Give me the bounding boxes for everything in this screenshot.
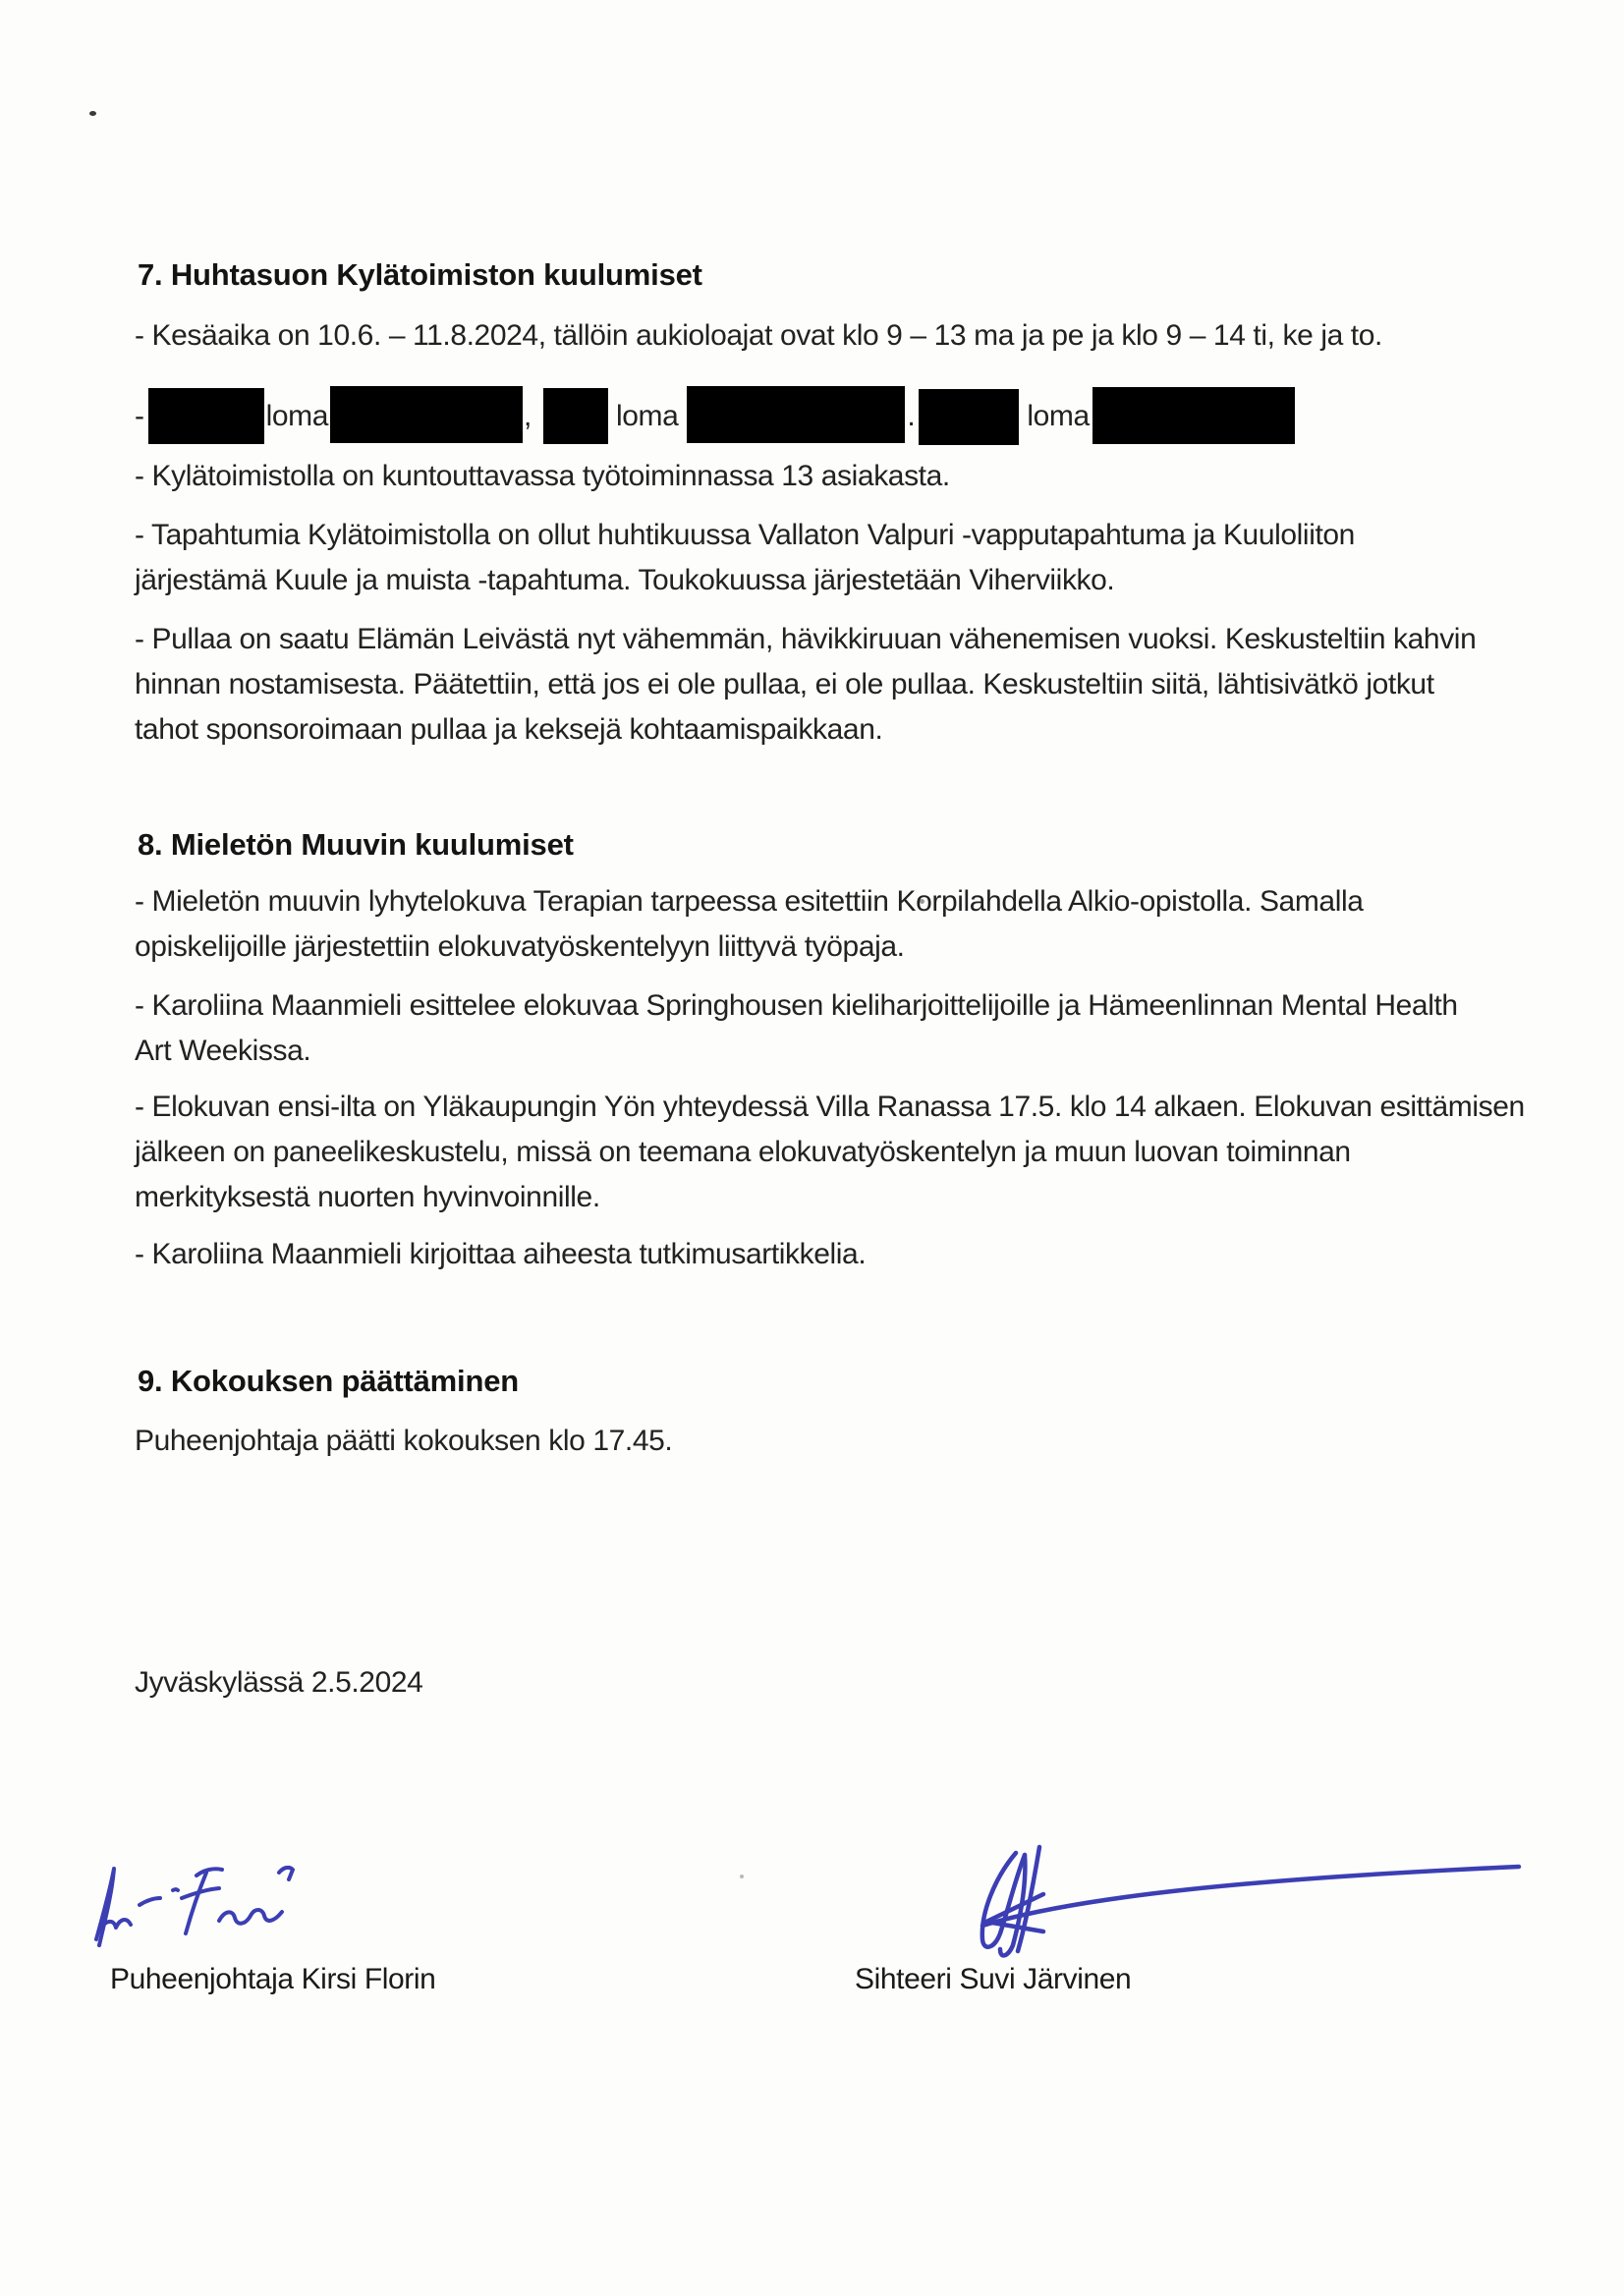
redaction-box: [543, 388, 608, 444]
body-line: - Karoliina Maanmieli esittelee elokuvaa Springhousen kieliharjoittelijoille ja Hämeenlinnan Mental Health: [135, 989, 1458, 1022]
redaction-box: [1092, 387, 1295, 444]
scan-speck: [740, 1875, 744, 1878]
section-9-heading: 9. Kokouksen päättäminen: [138, 1364, 519, 1398]
redaction-word: loma: [1027, 400, 1090, 432]
body-line: - Pullaa on saatu Elämän Leivästä nyt vähemmän, hävikkiruuan vähenemisen vuoksi. Keskusteltiin kahvin: [135, 623, 1477, 655]
redaction-box: [330, 386, 523, 443]
body-line: opiskelijoille järjestettiin elokuvatyöskentelyyn liittyvä työpaja.: [135, 930, 905, 963]
body-line: - Mieletön muuvin lyhytelokuva Terapian tarpeessa esitettiin Korpilahdella Alkio-opistolla. Samalla: [135, 885, 1364, 918]
redaction-word: loma: [615, 400, 679, 432]
signer-label-right: Sihteeri Suvi Järvinen: [855, 1963, 1132, 1995]
body-line: - Kylätoimistolla on kuntouttavassa työtoiminnassa 13 asiakasta.: [135, 460, 950, 492]
redaction-separator: ,: [524, 400, 532, 432]
body-line: tahot sponsoroimaan pullaa ja keksejä kohtaamispaikkaan.: [135, 713, 883, 746]
body-line: jälkeen on paneelikeskustelu, missä on teemana elokuvatyöskentelyn ja muun luovan toiminnan: [135, 1136, 1351, 1168]
body-line: - Elokuvan ensi-ilta on Yläkaupungin Yön yhteydessä Villa Ranassa 17.5. klo 14 alkaen. Elokuvan esittämisen: [135, 1091, 1525, 1123]
redaction-word: loma: [265, 400, 329, 432]
scan-speck: [89, 111, 96, 116]
section-8-heading: 8. Mieletön Muuvin kuulumiset: [138, 827, 574, 862]
body-line: merkityksestä nuorten hyvinvoinnille.: [135, 1181, 600, 1213]
redaction-separator: .: [907, 400, 916, 432]
body-line: - Kesäaika on 10.6. – 11.8.2024, tällöin aukioloajat ovat klo 9 – 13 ma ja pe ja klo 9 – 14 ti, ke ja to.: [135, 319, 1382, 352]
body-line: - Tapahtumia Kylätoimistolla on ollut huhtikuussa Vallaton Valpuri -vapputapahtuma ja Kuuloliiton: [135, 519, 1355, 551]
signature-suvi-jarvinen: [922, 1839, 1531, 1969]
redaction-dash: -: [135, 400, 144, 432]
section-7-heading: 7. Huhtasuon Kylätoimiston kuulumiset: [138, 257, 702, 292]
dateline: Jyväskylässä 2.5.2024: [135, 1666, 423, 1699]
body-line: järjestämä Kuule ja muista -tapahtuma. Toukokuussa järjestetään Viherviikko.: [135, 564, 1115, 596]
body-line: hinnan nostamisesta. Päätettiin, että jos ei ole pullaa, ei ole pullaa. Keskusteltiin siitä, lähtisivätkö jotkut: [135, 668, 1434, 700]
redacted-line: [135, 386, 1295, 447]
body-line: Art Weekissa.: [135, 1035, 311, 1067]
signer-label-left: Puheenjohtaja Kirsi Florin: [110, 1963, 436, 1995]
body-line: Puheenjohtaja päätti kokouksen klo 17.45.: [135, 1425, 673, 1457]
redaction-box: [148, 388, 264, 444]
redaction-box: [919, 389, 1019, 445]
body-line: - Karoliina Maanmieli kirjoittaa aiheesta tutkimusartikkelia.: [135, 1238, 867, 1270]
redaction-box: [687, 386, 905, 443]
signature-kirsi-florin: [84, 1849, 310, 1962]
